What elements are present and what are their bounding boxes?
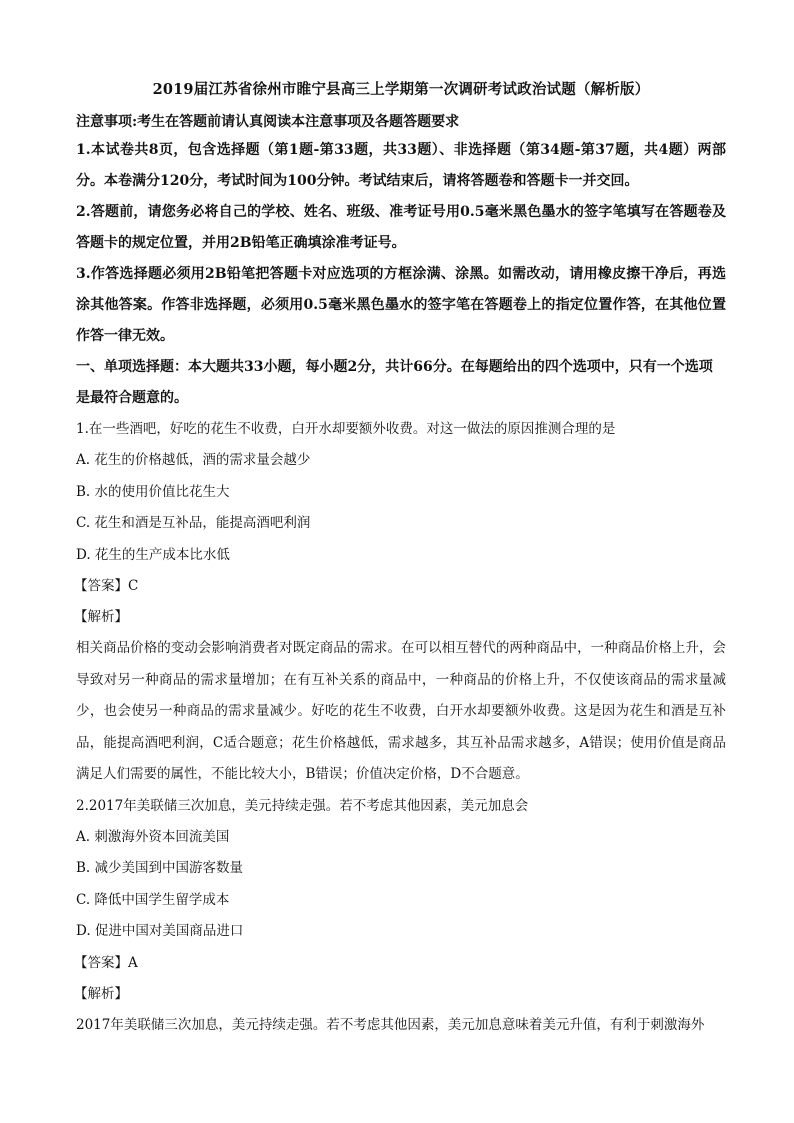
option-d: D. 花生的生产成本比水低 (76, 546, 230, 563)
option-b: B. 水的使用价值比花生大 (76, 483, 230, 500)
notice-item-3: 3.作答选择题必须用2B铅笔把答题卡对应选项的方框涂满、涂黑。如需改动，请用橡皮擦干净后，再选涂其他答案。作答非选择题，必须用0.5毫米黑色墨水的签字笔在答题卷上的指定位置作答，在其他位置作答一律无效。 (76, 266, 726, 344)
notice-heading: 注意事项:考生在答题前请认真阅读本注意事项及各题答题要求 (76, 114, 460, 130)
page-title: 2019届江苏省徐州市睢宁县高三上学期第一次调研考试政治试题（解析版） (152, 81, 650, 98)
option-a: A. 花生的价格越低，酒的需求量会越少 (76, 452, 311, 468)
question-stem: 1.在一些酒吧，好吃的花生不收费，白开水却要额外收费。对这一做法的原因推测合理的是 (76, 421, 616, 437)
analysis-text: 相关商品价格的变动会影响消费者对既定商品的需求。在可以相互替代的两种商品中，一种商品价格上升，会导致对另一种商品的需求量增加；在有互补关系的商品中，一种商品的价格上升，不仅使该商品的需求量减少，也会使另一种商品的需求量减少。好吃的花生不收费，白开水却要额外收费。这是因为花生和酒是互补品，能提高酒吧利润，C适合题意；花生价格越低，需求越多，其互补品需求越多，A错误；使用价值是商品满足人们需要的属性，不能比较大小，B错误；价值决定价格，D不合题意。 (76, 640, 726, 782)
analysis-label: 【解析】 (74, 985, 128, 1002)
notice-item-2: 2.答题前，请您务必将自己的学校、姓名、班级、准考证号用0.5毫米黑色墨水的签字笔填写在答题卷及答题卡的规定位置，并用2B铅笔正确填涂准考证号。 (76, 204, 726, 251)
analysis-text: 2017年美联储三次加息，美元持续走强。若不考虑其他因素，美元加息意味着美元升值，有利于刺激海外 (76, 1016, 705, 1033)
option-c: C. 降低中国学生留学成本 (76, 891, 230, 908)
question-1 (76, 414, 726, 791)
option-c: C. 花生和酒是互补品，能提高酒吧利润 (76, 515, 311, 531)
section-heading: 一、单项选择题：本大题共33小题，每小题2分，共计66分。在每题给出的四个选项中，只有一个选项是最符合题意的。 (76, 359, 713, 406)
notice-item-1: 1.本试卷共8页，包含选择题（第1题-第33题，共33题）、非选择题（第34题-第37题，共4题）两部分。本卷满分120分，考试时间为100分钟。考试结束后，请将答题卷和答题卡一并交回。 (76, 142, 726, 189)
option-b: B. 减少美国到中国游客数量 (76, 860, 244, 876)
answer-label: 【答案】C (74, 578, 139, 594)
analysis-label: 【解析】 (74, 609, 128, 625)
option-a: A. 刺激海外资本回流美国 (76, 828, 230, 845)
question-stem: 2.2017年美联储三次加息，美元持续走强。若不考虑其他因素，美元加息会 (76, 797, 529, 814)
answer-label: 【答案】A (74, 954, 138, 971)
option-d: D. 促进中国对美国商品进口 (76, 923, 244, 939)
question-2 (76, 791, 726, 1042)
document-page (76, 72, 726, 1041)
